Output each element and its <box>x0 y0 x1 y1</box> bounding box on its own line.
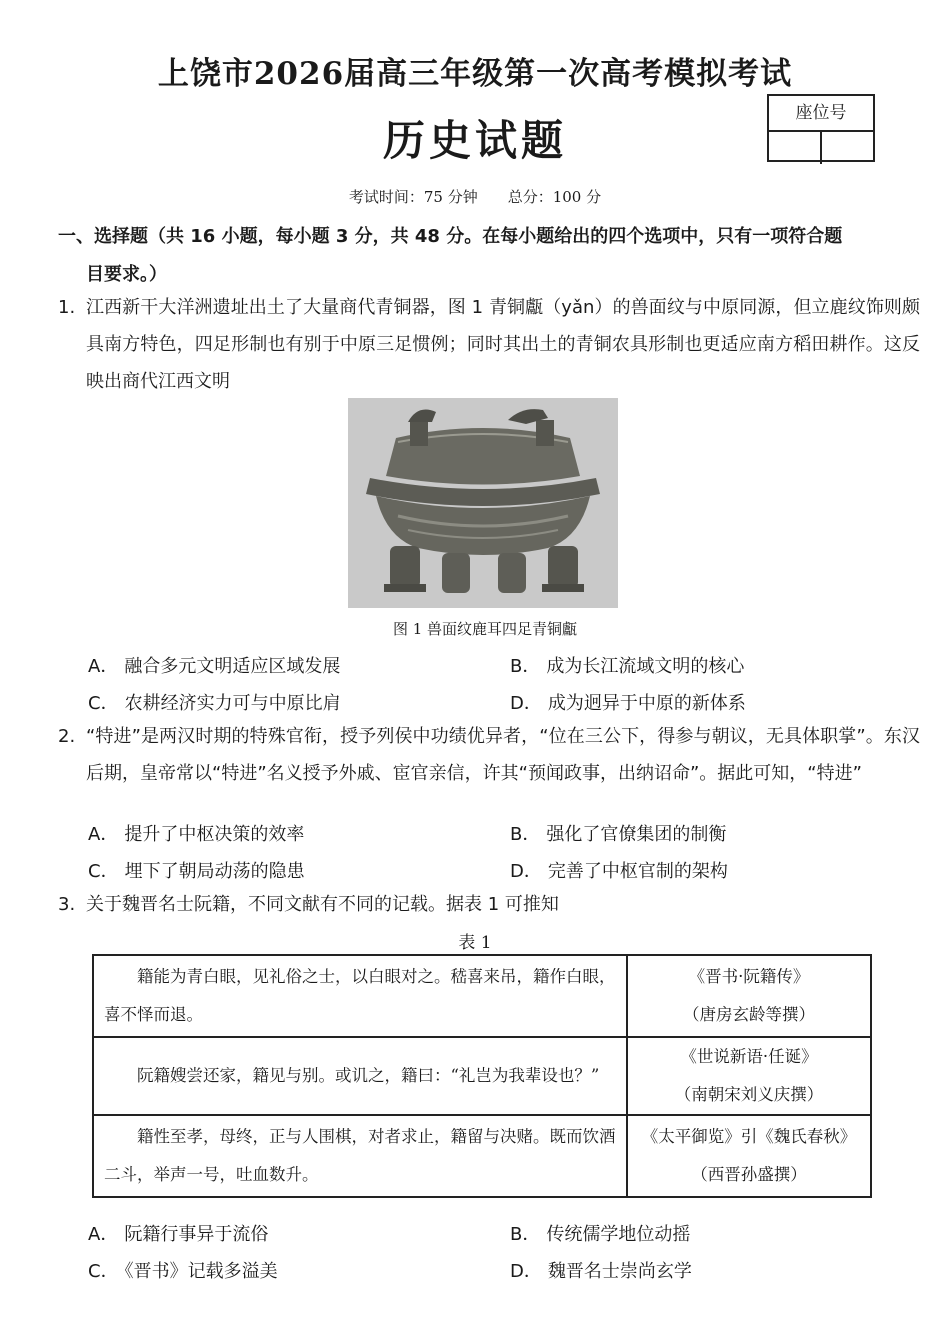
option-text: 埋下了朝局动荡的隐患 <box>124 861 305 882</box>
subject-title: 历史试题 <box>382 116 567 165</box>
option-text: 农耕经济实力可与中原比肩 <box>124 693 341 714</box>
table-row <box>93 955 871 1037</box>
q3-option-a <box>88 1220 268 1246</box>
question-stem: 关于魏晋名士阮籍，不同文献有不同的记载。据表 1 可推知 <box>86 894 559 915</box>
seat-number-label: 座位号 <box>769 96 873 132</box>
table-row <box>93 1115 871 1197</box>
question-number: 3. <box>58 894 76 915</box>
table-cell-source <box>627 1037 871 1115</box>
option-text: 成为迥异于中原的新体系 <box>547 693 746 714</box>
table-1 <box>92 954 872 1198</box>
option-label: B． <box>510 824 541 845</box>
table-cell-record: 阮籍嫂尝还家，籍见与别。或讥之，籍曰：“礼岂为我辈设也？” <box>93 1037 627 1115</box>
section-heading <box>58 218 920 294</box>
option-text: 魏晋名士崇尚玄学 <box>547 1261 692 1282</box>
option-label: B． <box>510 1224 541 1245</box>
option-label: A． <box>88 824 119 845</box>
exam-meta <box>0 186 950 207</box>
source-author: （南朝宋刘义庆撰） <box>674 1085 824 1104</box>
question-stem: 江西新干大洋洲遗址出土了大量商代青铜器，图 1 青铜甗（yǎn）的兽面纹与中原同源，但立鹿纹饰则颇具南方特色，四足形制也有别于中原三足惯例；同时其出土的青铜农具形制也更适应南方稻田耕作。这反映出商代江西文明 <box>86 297 920 392</box>
q1-option-c <box>88 689 341 715</box>
option-label: C． <box>88 693 119 714</box>
option-text: 成为长江流域文明的核心 <box>546 656 745 677</box>
table-cell-record: 籍能为青白眼，见礼俗之士，以白眼对之。嵇喜来吊，籍作白眼，喜不怿而退。 <box>93 955 627 1037</box>
option-text: 融合多元文明适应区域发展 <box>124 656 341 677</box>
seat-number-box <box>767 94 875 162</box>
q1-option-a <box>88 652 340 678</box>
option-label: B． <box>510 656 541 677</box>
question-1 <box>58 289 920 400</box>
question-stem: “特进”是两汉时期的特殊官衔，授予列侯中功绩优异者，“位在三公下，得参与朝议，无具体职掌”。东汉后期，皇帝常以“特进”名义授予外戚、宦官亲信，许其“预闻政事，出纳诏命”。据此可知，“特进” <box>86 726 920 784</box>
option-label: C． <box>88 1261 119 1282</box>
question-2 <box>58 718 920 792</box>
option-label: C． <box>88 861 119 882</box>
source-author: （唐房玄龄等撰） <box>683 1005 815 1024</box>
option-text: 阮籍行事异于流俗 <box>124 1224 269 1245</box>
q2-option-a <box>88 820 304 846</box>
option-text: 完善了中枢官制的架构 <box>547 861 728 882</box>
option-label: D． <box>510 693 542 714</box>
q2-option-d <box>510 857 728 883</box>
question-number: 2. <box>58 726 76 747</box>
option-text: 强化了官僚集团的制衡 <box>546 824 727 845</box>
option-text: 《晋书》记载多溢美 <box>124 1261 278 1282</box>
table-1-caption: 表 1 <box>458 933 492 953</box>
option-label: D． <box>510 861 542 882</box>
source-title: 《晋书·阮籍传》 <box>688 967 810 986</box>
q3-option-b <box>510 1220 690 1246</box>
question-3 <box>58 886 920 923</box>
table-cell-source <box>627 1115 871 1197</box>
source-title: 《太平御览》引《魏氏春秋》 <box>641 1127 857 1146</box>
option-label: A． <box>88 1224 119 1245</box>
option-label: D． <box>510 1261 542 1282</box>
q2-option-b <box>510 820 726 846</box>
exam-total-score: 总分：100 分 <box>507 188 602 206</box>
bronze-yan-photo <box>348 398 618 608</box>
section-heading-line2: 目要求。） <box>86 264 167 285</box>
q3-option-c <box>88 1257 278 1283</box>
figure-1-caption: 图 1 兽面纹鹿耳四足青铜甗 <box>392 620 578 638</box>
option-text: 传统儒学地位动摇 <box>546 1224 691 1245</box>
table-row <box>93 1037 871 1115</box>
q1-option-b <box>510 652 744 678</box>
exam-title: 上饶市2026届高三年级第一次高考模拟考试 <box>157 56 793 92</box>
table-cell-record: 籍性至孝，母终，正与人围棋，对者求止，籍留与决赌。既而饮酒二斗，举声一号，吐血数升。 <box>93 1115 627 1197</box>
table-cell-source <box>627 955 871 1037</box>
source-author: （西晋孙盛撰） <box>691 1165 807 1184</box>
section-heading-line1: 一、选择题（共 16 小题，每小题 3 分，共 48 分。在每小题给出的四个选项中，只有一项符合题 <box>58 226 843 247</box>
bronze-yan-illustration <box>348 398 618 608</box>
option-label: A． <box>88 656 119 677</box>
seat-cell-2 <box>820 132 873 164</box>
option-text: 提升了中枢决策的效率 <box>124 824 305 845</box>
seat-cell-1 <box>769 132 820 164</box>
q1-option-d <box>510 689 746 715</box>
exam-time: 考试时间：75 分钟 <box>348 188 478 206</box>
q3-option-d <box>510 1257 692 1283</box>
question-number: 1. <box>58 297 76 318</box>
source-title: 《世说新语·任诞》 <box>680 1047 818 1066</box>
q2-option-c <box>88 857 305 883</box>
